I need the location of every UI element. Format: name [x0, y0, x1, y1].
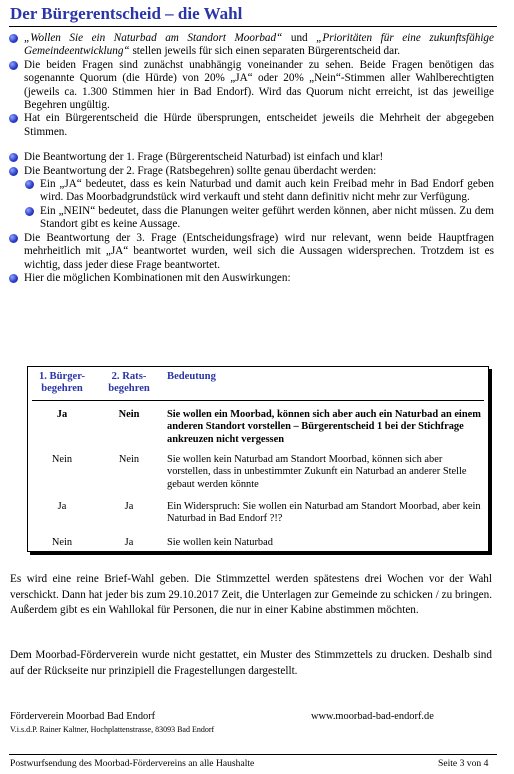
bullet-icon: [9, 167, 18, 176]
title-underline: [9, 26, 497, 27]
bullet-text: Die Beantwortung der 1. Frage (Bürgerentscheid Naturbad) ist einfach und klar!: [24, 151, 384, 164]
bullet-text: Ein „JA“ bedeutet, dass es kein Naturbad und damit auch kein Freibad mehr in Bad Endorf geben wird. Das Moorbadgrundstück wird verkauft und steht dann definitiv nicht mehr zur Verfügung.: [40, 178, 494, 204]
page-title: Der Bürgerentscheid – die Wahl: [10, 4, 243, 23]
table-cell: Nein: [51, 454, 73, 465]
table-cell-description: Sie wollen ein Moorbad, können sich aber auch ein Naturbad an einem anderen Standort vorstellen – Bürgerentscheid 1 bei der Stichfrage ankreuzen nicht vergessen: [167, 409, 481, 445]
bullet-item-5: [8, 165, 494, 178]
bullet-item-3: [8, 112, 494, 139]
bullet-icon: [9, 114, 18, 123]
bullet-icon: [9, 34, 18, 43]
table-header-bedeutung: Bedeutung: [167, 371, 216, 382]
footer-visdp: V.i.s.d.P. Rainer Kaltner, Hochplattenstrasse, 83093 Bad Endorf: [10, 725, 215, 734]
table-cell-description: Sie wollen kein Naturbad am Standort Moorbad, können sich aber vorstellen, dass in unbestimmter Zukunft ein Naturbad an anderer Stelle gebaut werden könnte: [167, 454, 467, 490]
bullet-text: Die Beantwortung der 2. Frage (Ratsbegehren) sollte genau überdacht werden:: [24, 164, 377, 177]
footer-organization: Förderverein Moorbad Bad Endorf: [10, 711, 156, 722]
table-cell: Nein: [51, 537, 73, 548]
footer-divider: [9, 754, 497, 755]
table-cell: Nein: [118, 454, 140, 465]
bullet-text: Ein „NEIN“ bedeutet, dass die Planungen weiter geführt werden können, aber nicht müssen. Zu dem Standort gibt es keine Aussage.: [40, 204, 494, 231]
bullet-text: Die beiden Fragen sind zunächst unabhängig voneinander zu sehen. Beide Fragen benötigen das sogenannte Quorum (die Hürde) von 20% „JA“ oder 20% „Nein“-Stimmen aller Wahlberechtigten (jeweils ca. 1.300 Stimmen hier in Bad Endorf). Wird das Quorum nicht erreicht, ist das jeweilige Begehren ungültig.: [24, 58, 494, 112]
bullet-icon: [9, 153, 18, 162]
table-cell: Ja: [57, 501, 67, 512]
bullet-icon: [9, 234, 18, 243]
bullet-item-2: [8, 59, 494, 113]
letter-vote-paragraph: Es wird eine reine Brief-Wahl geben. Die Stimmzettel werden spätestens drei Wochen vor der Wahl verschickt. Dann hat jeder bis zum 29.10.2017 Zeit, die Unterlagen zur Gemeinde zu schicken / zu bringen. Außerdem gibt es ein Wahllokal für Personen, die nur in einer Kabine abstimmen möchten.: [10, 573, 492, 617]
bullet-icon: [9, 61, 18, 70]
footer-website-link[interactable]: www.moorbad-bad-endorf.de: [311, 711, 434, 722]
ballot-paragraph: Dem Moorbad-Förderverein wurde nicht gestattet, ein Muster des Stimmzettels zu drucken. Deshalb sind auf der Rückseite nur prinzipiell die Fragestellungen dargestellt.: [10, 649, 492, 677]
sub-bullet-item-2: [24, 205, 494, 232]
question-1-text: „Wollen Sie ein Naturbad am Standort Moorbad“: [24, 32, 283, 44]
footer-distribution-note: Postwurfsendung des Moorbad-Fördervereins an alle Haushalte: [10, 758, 255, 769]
bullet-icon: [25, 207, 34, 216]
table-cell: Ja: [124, 537, 134, 548]
table-header-ratsbegehren: 2. Rats-begehren: [108, 371, 150, 395]
page-number: Seite 3 von 4: [438, 758, 489, 769]
bullet-text: Hat ein Bürgerentscheid die Hürde übersprungen, entscheidet jeweils die Mehrheit der abgegeben Stimmen.: [24, 112, 494, 138]
bullet-text: Die Beantwortung der 3. Frage (Entscheidungsfrage) wird nur relevant, wenn beide Hauptfragen mehrheitlich mit „JA“ beantwortet wurden, weil sich die Aussagen widersprechen. Trotzdem ist es wichtig, dass jeder diese Frage beantwortet.: [24, 231, 494, 271]
bullet-icon: [25, 180, 34, 189]
table-cell: Ja: [56, 409, 68, 420]
table-cell: Nein: [118, 409, 140, 420]
table-cell-description: Sie wollen kein Naturbad: [167, 537, 273, 548]
bullet-item-6: [8, 232, 494, 272]
sub-bullet-item-1: [24, 178, 494, 205]
bullet-list: [8, 32, 494, 285]
bullet-item-7: [8, 272, 494, 285]
table-header-divider: [32, 400, 484, 401]
bullet-text: Hier die möglichen Kombinationen mit den Auswirkungen:: [24, 271, 291, 284]
bullet-item-4: [8, 151, 494, 164]
table-header-buergerbegehren: 1. Bürger-begehren: [38, 371, 86, 395]
combinations-table: [27, 366, 489, 552]
bullet-text: stellen jeweils für sich einen separaten Bürgerentscheid dar.: [129, 45, 401, 58]
bullet-icon: [9, 274, 18, 283]
question-2-text: „Prioritäten für eine zukunftsfähige Gemeindeentwicklung“: [24, 32, 494, 58]
table-cell-description: Ein Widerspruch: Sie wollen ein Naturbad am Standort Moorbad, aber kein Naturbad in Bad Endorf ?!?: [167, 501, 481, 525]
bullet-item-1: [8, 32, 494, 59]
table-cell: Ja: [124, 501, 134, 512]
connector-text: und: [282, 32, 317, 44]
